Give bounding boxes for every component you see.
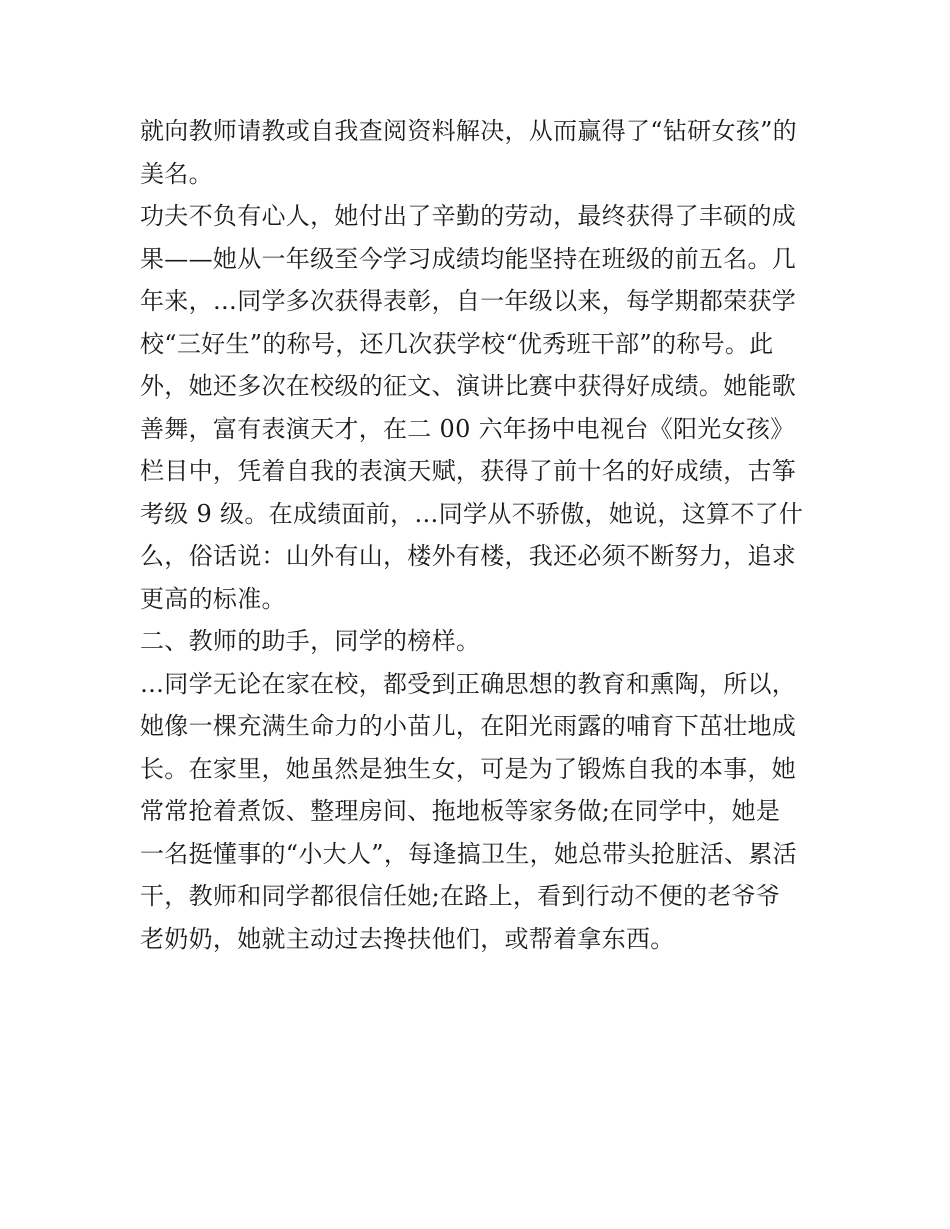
text-line: 美名。	[140, 159, 213, 188]
text-line: 功夫不负有心人，她付出了辛勤的劳动，最终获得了丰硕的成	[140, 202, 797, 230]
section-heading: 二、教师的助手，同学的榜样。	[140, 627, 481, 655]
document-body	[140, 110, 820, 960]
text-line: 老奶奶，她就主动过去搀扶他们，或帮着拿东西。	[140, 924, 675, 953]
text-line: 校“三好生”的称号，还几次获学校“优秀班干部”的称号。此	[140, 329, 774, 358]
text-line: 干，教师和同学都很信任她;在路上，看到行动不便的老爷爷	[140, 882, 781, 910]
text-line: 外，她还多次在校级的征文、演讲比赛中获得好成绩。她能歌	[140, 372, 797, 400]
text-line: 她像一棵充满生命力的小苗儿，在阳光雨露的哺育下茁壮地成	[140, 712, 797, 740]
text-line: 么，俗话说：山外有山，楼外有楼，我还必须不断努力，追求	[140, 542, 797, 570]
text-line: 年来，…同学多次获得表彰，自一年级以来，每学期都荣获学	[140, 287, 797, 315]
text-line: 考级 9 级。在成绩面前，…同学从不骄傲，她说，这算不了什	[140, 499, 804, 528]
text-line: …同学无论在家在校，都受到正确思想的教育和熏陶，所以，	[140, 669, 797, 698]
text-line: 更高的标准。	[140, 584, 286, 613]
text-line: 善舞，富有表演天才，在二 00 六年扬中电视台《阳光女孩》	[140, 414, 795, 443]
text-line: 果——她从一年级至今学习成绩均能坚持在班级的前五名。几	[140, 244, 797, 273]
text-line: 一名挺懂事的“小大人”，每逢搞卫生，她总带头抢脏活、累活	[140, 839, 797, 868]
text-line: 常常抢着煮饭、整理房间、拖地板等家务做;在同学中，她是	[140, 797, 781, 825]
text-line: 就向教师请教或自我查阅资料解决，从而赢得了“钻研女孩”的	[140, 117, 797, 145]
text-line: 栏目中，凭着自我的表演天赋，获得了前十名的好成绩，古筝	[140, 457, 797, 485]
text-line: 长。在家里，她虽然是独生女，可是为了锻炼自我的本事，她	[140, 754, 797, 783]
